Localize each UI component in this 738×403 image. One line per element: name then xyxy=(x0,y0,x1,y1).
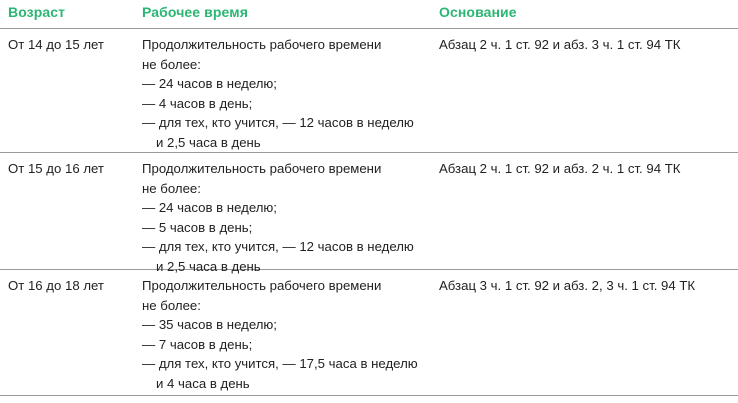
time-intro-line: Продолжительность рабочего времени xyxy=(142,278,382,293)
time-list-item-continuation: и 4 часа в день xyxy=(156,375,250,391)
age-cell: От 14 до 15 лет xyxy=(8,37,104,52)
basis-cell: Абзац 2 ч. 1 ст. 92 и абз. 3 ч. 1 ст. 94 ТК xyxy=(439,37,681,52)
header-basis: Основание xyxy=(439,4,517,20)
time-list-item: — для тех, кто учится, — 12 часов в неделю xyxy=(142,239,414,254)
working-time-cell xyxy=(142,276,432,393)
header-working-time: Рабочее время xyxy=(142,4,248,20)
table-row xyxy=(0,270,738,396)
table-row xyxy=(0,29,738,153)
time-intro-line: не более: xyxy=(142,297,201,313)
time-list-item: — для тех, кто учится, — 12 часов в неделю xyxy=(142,115,414,130)
time-list-item-continuation: и 2,5 часа в день xyxy=(156,134,261,150)
time-list-item-continuation: и 2,5 часа в день xyxy=(156,258,261,274)
time-intro-line: не более: xyxy=(142,180,201,196)
time-intro-line: Продолжительность рабочего времени xyxy=(142,37,382,52)
time-list-item: — 24 часов в неделю; xyxy=(142,200,277,215)
basis-cell: Абзац 3 ч. 1 ст. 92 и абз. 2, 3 ч. 1 ст. 94 ТК xyxy=(439,278,696,293)
time-list-item: — 35 часов в неделю; xyxy=(142,317,277,332)
working-time-cell xyxy=(142,159,432,276)
time-list-item: — 4 часов в день; xyxy=(142,95,253,111)
table-row xyxy=(0,153,738,274)
working-time-cell xyxy=(142,35,432,152)
time-list-item: — для тех, кто учится, — 17,5 часа в неделю xyxy=(142,356,418,371)
header-age: Возраст xyxy=(8,4,66,20)
time-list-item: — 5 часов в день; xyxy=(142,219,253,235)
age-cell: От 15 до 16 лет xyxy=(8,161,104,176)
time-list-item: — 24 часов в неделю; xyxy=(142,76,277,91)
time-list-item: — 7 часов в день; xyxy=(142,336,253,352)
basis-cell: Абзац 2 ч. 1 ст. 92 и абз. 2 ч. 1 ст. 94 ТК xyxy=(439,161,681,176)
age-cell: От 16 до 18 лет xyxy=(8,278,104,293)
time-intro-line: не более: xyxy=(142,56,201,72)
table-header xyxy=(0,0,738,29)
time-intro-line: Продолжительность рабочего времени xyxy=(142,161,382,176)
